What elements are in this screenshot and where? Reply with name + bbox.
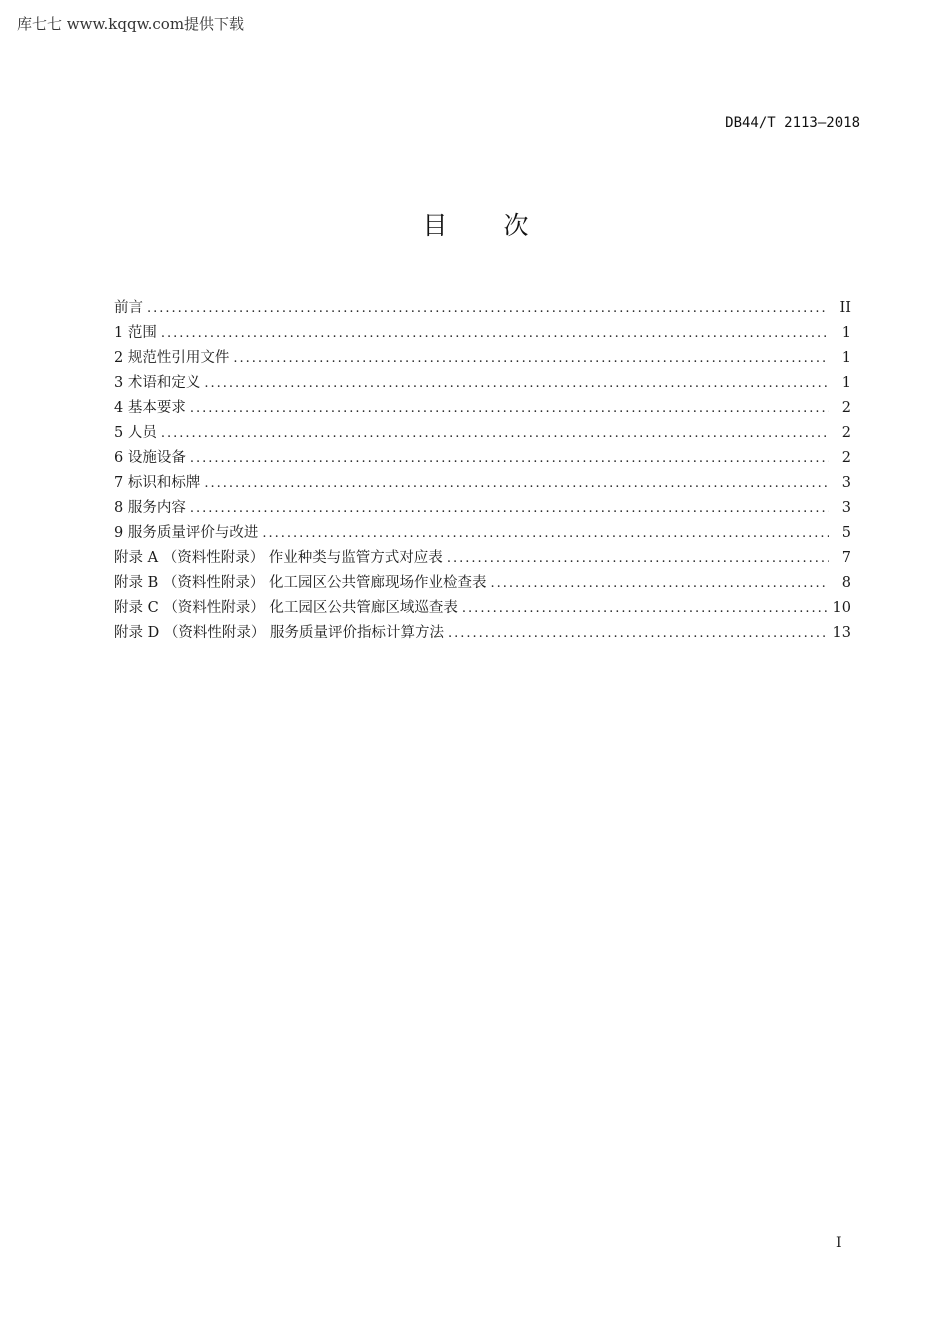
toc-entry-page: 2 [841,425,851,441]
toc-entry-appendix-c[interactable] [114,596,851,621]
toc-entry-page: 1 [841,325,851,341]
toc-leader-dots [204,471,829,496]
toc-entry-foreword[interactable] [114,296,851,321]
toc-entry-appendix-d[interactable] [114,621,851,646]
toc-entry-facilities[interactable] [114,446,851,471]
toc-leader-dots [190,396,829,421]
toc-entry-page: 2 [841,450,851,466]
toc-entry-signage[interactable] [114,471,851,496]
toc-leader-dots [448,621,827,646]
toc-entry-page: 5 [841,525,851,541]
toc-entry-scope[interactable] [114,321,851,346]
toc-entry-page: II [839,300,851,316]
toc-entry-appendix-b[interactable] [114,571,851,596]
standard-code: DB44/T 2113—2018 [725,115,860,131]
toc-entry-label: 9 服务质量评价与改进 [114,525,259,541]
toc-entry-personnel[interactable] [114,421,851,446]
watermark-text: 库七七 www.kqqw.com提供下载 [17,15,245,33]
toc-leader-dots [262,521,829,546]
toc-entry-label: 2 规范性引用文件 [114,350,230,366]
toc-entry-label: 附录 A （资料性附录） 作业种类与监管方式对应表 [114,550,443,566]
table-of-contents [114,296,851,646]
toc-entry-page: 1 [841,350,851,366]
toc-entry-label: 7 标识和标牌 [114,475,201,491]
toc-entry-quality-evaluation[interactable] [114,521,851,546]
toc-leader-dots [190,496,829,521]
toc-entry-page: 2 [841,400,851,416]
toc-entry-label: 附录 C （资料性附录） 化工园区公共管廊区域巡查表 [114,600,458,616]
toc-entry-label: 前言 [114,300,143,316]
toc-leader-dots [161,421,829,446]
toc-leader-dots [190,446,829,471]
toc-entry-page: 13 [832,625,851,641]
toc-entry-label: 5 人员 [114,425,157,441]
toc-leader-dots [161,321,829,346]
toc-entry-label: 6 设施设备 [114,450,186,466]
toc-entry-terms-definitions[interactable] [114,371,851,396]
toc-entry-label: 4 基本要求 [114,400,186,416]
toc-entry-service-content[interactable] [114,496,851,521]
toc-leader-dots [462,596,827,621]
toc-leader-dots [233,346,829,371]
page-title: 目 次 [422,211,553,240]
toc-entry-label: 8 服务内容 [114,500,186,516]
toc-entry-page: 7 [841,550,851,566]
toc-entry-normative-references[interactable] [114,346,851,371]
toc-entry-label: 附录 B （资料性附录） 化工园区公共管廊现场作业检查表 [114,575,487,591]
toc-leader-dots [447,546,829,571]
toc-entry-appendix-a[interactable] [114,546,851,571]
toc-entry-label: 1 范围 [114,325,157,341]
toc-entry-page: 1 [841,375,851,391]
toc-entry-label: 附录 D （资料性附录） 服务质量评价指标计算方法 [114,625,444,641]
toc-entry-page: 10 [832,600,851,616]
toc-leader-dots [147,296,829,321]
toc-entry-label: 3 术语和定义 [114,375,201,391]
toc-entry-basic-requirements[interactable] [114,396,851,421]
toc-entry-page: 3 [841,475,851,491]
toc-entry-page: 8 [841,575,851,591]
page-number: I [836,1235,842,1251]
toc-leader-dots [490,571,829,596]
toc-entry-page: 3 [841,500,851,516]
toc-leader-dots [204,371,829,396]
